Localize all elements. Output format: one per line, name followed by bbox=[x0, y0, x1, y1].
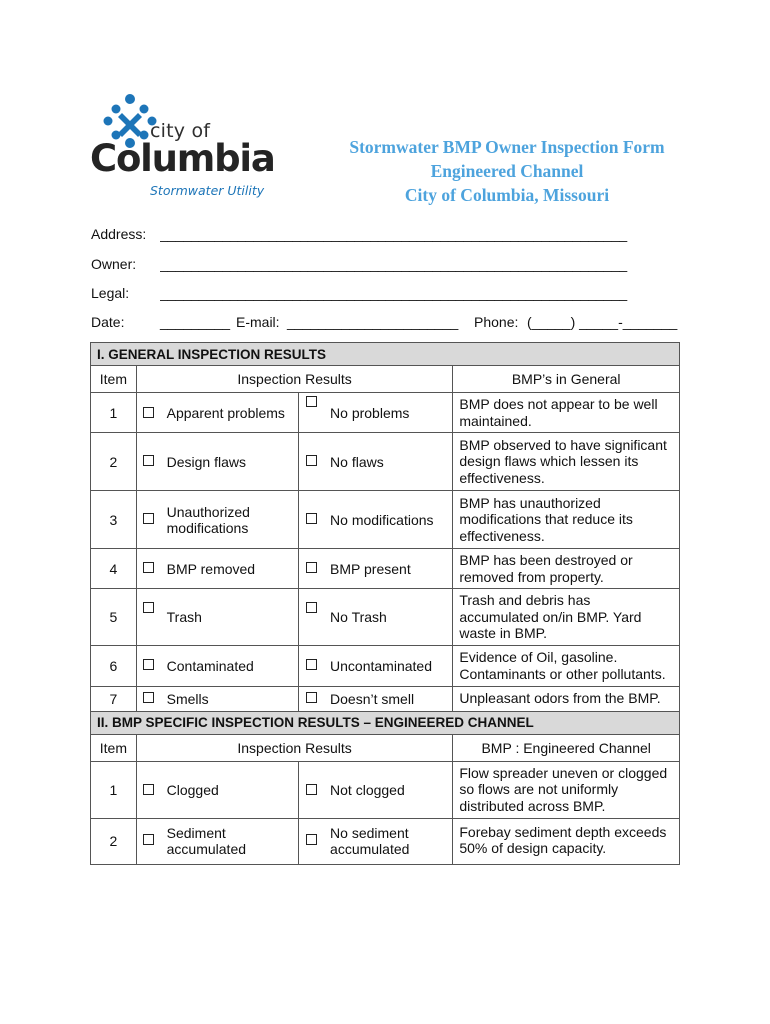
address-label: Address: bbox=[91, 226, 147, 242]
checkbox-icon[interactable] bbox=[306, 513, 317, 524]
address-blank[interactable]: ____________________________________________________________ bbox=[160, 226, 628, 242]
problem-checkbox[interactable] bbox=[136, 761, 160, 818]
section2-heading: II. BMP SPECIFIC INSPECTION RESULTS – ENGINEERED CHANNEL bbox=[91, 711, 680, 734]
table-row bbox=[91, 761, 680, 818]
general-description: Evidence of Oil, gasoline. Contaminants or other pollutants. bbox=[453, 645, 680, 686]
ok-checkbox[interactable] bbox=[298, 589, 324, 646]
row-number: 6 bbox=[91, 645, 137, 686]
checkbox-icon[interactable] bbox=[143, 659, 154, 670]
problem-checkbox[interactable] bbox=[136, 645, 160, 686]
title-line-1: Stormwater BMP Owner Inspection Form bbox=[349, 137, 665, 157]
owner-blank[interactable]: ____________________________________________________________ bbox=[160, 256, 628, 272]
specific-description: Flow spreader uneven or clogged so flows are not uniformly distributed across BMP. bbox=[453, 761, 680, 818]
checkbox-icon[interactable] bbox=[306, 692, 317, 703]
ok-label: No modifications bbox=[324, 491, 453, 549]
ok-label: Doesn’t smell bbox=[324, 686, 453, 711]
general-inspection-table bbox=[90, 342, 680, 865]
checkbox-icon[interactable] bbox=[143, 455, 154, 466]
address-field[interactable] bbox=[91, 226, 677, 246]
problem-checkbox[interactable] bbox=[136, 818, 160, 864]
ok-checkbox[interactable] bbox=[298, 686, 324, 711]
checkbox-icon[interactable] bbox=[306, 659, 317, 670]
problem-label: Clogged bbox=[161, 761, 299, 818]
ok-checkbox[interactable] bbox=[298, 549, 324, 589]
email-label: E-mail: bbox=[236, 314, 280, 330]
row-number: 2 bbox=[91, 818, 137, 864]
legal-label: Legal: bbox=[91, 285, 130, 301]
checkbox-icon[interactable] bbox=[143, 407, 154, 418]
ok-label: No flaws bbox=[324, 433, 453, 491]
city-logo bbox=[90, 93, 280, 205]
general-description: BMP has been destroyed or removed from property. bbox=[453, 549, 680, 589]
logo-city-of-text: city of bbox=[150, 120, 211, 142]
problem-checkbox[interactable] bbox=[136, 433, 160, 491]
general-description: BMP does not appear to be well maintained. bbox=[453, 393, 680, 433]
checkbox-icon[interactable] bbox=[143, 692, 154, 703]
ok-label: Uncontaminated bbox=[324, 645, 453, 686]
owner-field[interactable] bbox=[91, 256, 677, 276]
row-number: 7 bbox=[91, 686, 137, 711]
checkbox-icon[interactable] bbox=[143, 834, 154, 845]
logo-columbia-text: Columbia bbox=[90, 137, 275, 180]
problem-checkbox[interactable] bbox=[136, 491, 160, 549]
ok-label: No sediment accumulated bbox=[324, 818, 453, 864]
problem-label: Design flaws bbox=[161, 433, 299, 491]
ok-label: No problems bbox=[324, 393, 453, 433]
ok-checkbox[interactable] bbox=[298, 645, 324, 686]
checkbox-icon[interactable] bbox=[143, 784, 154, 795]
col-item-header: Item bbox=[91, 734, 137, 761]
checkbox-icon[interactable] bbox=[306, 834, 317, 845]
ok-checkbox[interactable] bbox=[298, 491, 324, 549]
checkbox-icon[interactable] bbox=[306, 455, 317, 466]
table-row bbox=[91, 686, 680, 711]
title-line-3: City of Columbia, Missouri bbox=[404, 185, 610, 205]
date-blank[interactable]: _________ bbox=[160, 314, 231, 330]
ok-checkbox[interactable] bbox=[298, 433, 324, 491]
general-description: BMP has unauthorized modifications that reduce its effectiveness. bbox=[453, 491, 680, 549]
checkbox-icon[interactable] bbox=[306, 396, 317, 407]
ok-checkbox[interactable] bbox=[298, 393, 324, 433]
phone-blank[interactable]: (_____) _____-_______ bbox=[527, 314, 678, 330]
legal-blank[interactable]: ____________________________________________________________ bbox=[160, 285, 628, 301]
ok-label: Not clogged bbox=[324, 761, 453, 818]
general-description: Trash and debris has accumulated on/in BMP. Yard waste in BMP. bbox=[453, 589, 680, 646]
checkbox-icon[interactable] bbox=[143, 562, 154, 573]
form-title bbox=[300, 135, 714, 207]
checkbox-icon[interactable] bbox=[143, 602, 154, 613]
problem-label: Unauthorized modifications bbox=[161, 491, 299, 549]
general-description: BMP observed to have significant design flaws which lessen its effectiveness. bbox=[453, 433, 680, 491]
owner-label: Owner: bbox=[91, 256, 137, 272]
col-specific-header: BMP : Engineered Channel bbox=[453, 734, 680, 761]
problem-label: Trash bbox=[161, 589, 299, 646]
checkbox-icon[interactable] bbox=[306, 784, 317, 795]
table-row bbox=[91, 645, 680, 686]
col-results-header: Inspection Results bbox=[136, 734, 453, 761]
problem-checkbox[interactable] bbox=[136, 686, 160, 711]
ok-checkbox[interactable] bbox=[298, 761, 324, 818]
problem-label: Smells bbox=[161, 686, 299, 711]
row-number: 1 bbox=[91, 393, 137, 433]
problem-checkbox[interactable] bbox=[136, 549, 160, 589]
table-row bbox=[91, 393, 680, 433]
phone-label: Phone: bbox=[474, 314, 519, 330]
problem-label: Sediment accumulated bbox=[161, 818, 299, 864]
problem-label: Contaminated bbox=[161, 645, 299, 686]
col-results-header: Inspection Results bbox=[136, 366, 453, 393]
row-number: 5 bbox=[91, 589, 137, 646]
problem-checkbox[interactable] bbox=[136, 393, 160, 433]
checkbox-icon[interactable] bbox=[306, 562, 317, 573]
section1-heading: I. GENERAL INSPECTION RESULTS bbox=[91, 343, 680, 366]
title-line-2: Engineered Channel bbox=[430, 161, 584, 181]
legal-field[interactable] bbox=[91, 285, 677, 305]
general-description: Unpleasant odors from the BMP. bbox=[453, 686, 680, 711]
row-number: 2 bbox=[91, 433, 137, 491]
problem-label: Apparent problems bbox=[161, 393, 299, 433]
specific-description: Forebay sediment depth exceeds 50% of design capacity. bbox=[453, 818, 680, 864]
table-row bbox=[91, 589, 680, 646]
col-item-header: Item bbox=[91, 366, 137, 393]
date-label: Date: bbox=[91, 314, 125, 330]
date-row bbox=[91, 314, 677, 334]
row-number: 3 bbox=[91, 491, 137, 549]
table-row bbox=[91, 549, 680, 589]
checkbox-icon[interactable] bbox=[143, 513, 154, 524]
ok-label: No Trash bbox=[324, 589, 453, 646]
table-row bbox=[91, 433, 680, 491]
col-general-header: BMP’s in General bbox=[453, 366, 680, 393]
ok-checkbox[interactable] bbox=[298, 818, 324, 864]
ok-label: BMP present bbox=[324, 549, 453, 589]
email-blank[interactable]: ______________________ bbox=[287, 314, 459, 330]
row-number: 4 bbox=[91, 549, 137, 589]
logo-utility-text: Stormwater Utility bbox=[150, 183, 265, 198]
row-number: 1 bbox=[91, 761, 137, 818]
checkbox-icon[interactable] bbox=[306, 602, 317, 613]
problem-label: BMP removed bbox=[161, 549, 299, 589]
table-row bbox=[91, 491, 680, 549]
table-row bbox=[91, 818, 680, 864]
problem-checkbox[interactable] bbox=[136, 589, 160, 646]
